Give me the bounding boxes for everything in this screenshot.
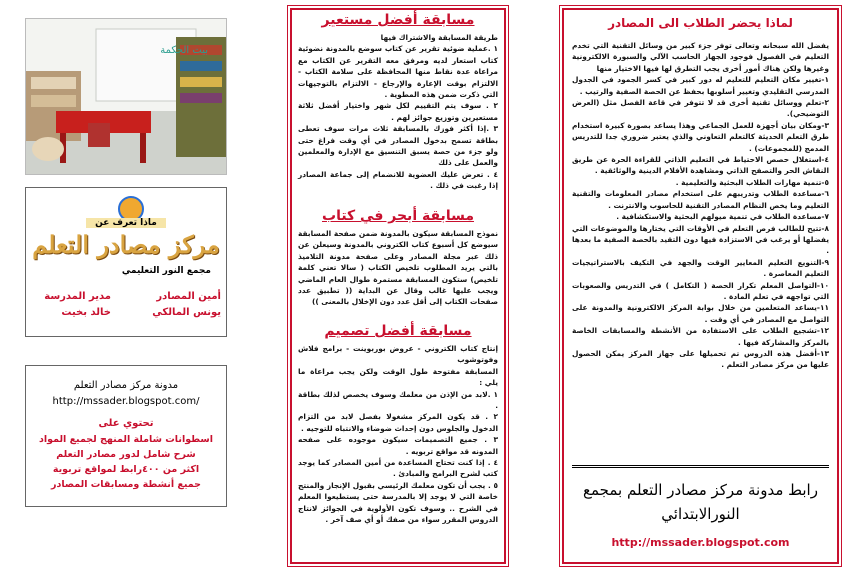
intro-text: ماذا تعرف عن: [86, 218, 166, 228]
s1-para-1: ١ .عملية ضوئية تقرير عن كتاب سوضع بالمدونة نضوئية كتاب استعار لديه ومرفق معه التقرير عن الكتاب مع مراعاة عدة نقاط منها المحافظة على سلامة الكتاب - الالتزام بوقت الإعارة والإرجاع - الالتزام بالتوجيهات التي ذكرت ضمن هذه المطوية .: [298, 44, 498, 100]
s3-para-5: ٤ . إذا كنت تحتاج المساعدة من أمين المصادر كما يوجد كتب لشرح البرامج والمبادئ .: [298, 458, 498, 479]
r-para-7: ٧-مساعدة الطلاب في تنمية ميولهم البحثية والاستكشافية .: [616, 212, 829, 222]
school-director-name: خالد بخيت: [61, 307, 111, 318]
divider: [572, 465, 829, 468]
s1-para-0: طريقة المسابقة والاشتراك فيها: [380, 33, 498, 42]
footer-url[interactable]: http://mssader.blogspot.com: [611, 536, 790, 549]
blog-title: مدونة مركز مصادر التعلم: [73, 380, 179, 391]
center-name-art: مركز مصادر التعلم: [32, 230, 220, 259]
blog-url[interactable]: http://mssader.blogspot.com/: [52, 396, 200, 407]
s3-para-2: ١ .لابد من الإذن من معلمك وسوف يخصص لذلك بطاقة .: [298, 389, 498, 411]
why-students-text: [572, 40, 829, 371]
blog-line-1: اسطوانات شاملة المنهج لجميع المواد: [38, 434, 214, 445]
s3-para-4: ٣ . جميع التصميمات سيكون موجوده على صفحه المدونه قد مواقع تربويه .: [298, 435, 498, 456]
r-para-3: ٣-ومكان بيان أجهزة للعمل الجماعي وهذا يساعد بصورة كبيرة استخدام طرق التعلم الحديثة كالتعلم التعاوني والذي يعتبر ضروري جدا للتدريس المدمج (للمجموعات) .: [572, 120, 829, 153]
resources-manager-name: يونس المالكي: [152, 307, 221, 318]
s1-para-4: ٤ . تعرض عليك العضوية للانضمام إلى جماعة المصادر إذا رغبت في ذلك .: [298, 169, 498, 191]
why-students-column: [562, 8, 839, 564]
best-design-heading: مسابقة أفضل تصميم: [324, 323, 472, 339]
s1-para-2: ٢ . سوف يتم التقييم لكل شهر واختيار أفضل ثلاثة مستعيرين وتوزيع جوائز لهم .: [298, 101, 498, 122]
sign-text: بيت الحكمة: [160, 45, 208, 56]
school-director-label: مدير المدرسة: [44, 291, 111, 302]
r-para-8: ٨-تتيح للطالب فرص التعلم في الأوقات التي يختارها والموضوعات التي يفضلها أو يرغب في الاستزادة فيها دون التقيد بالحصة الصفية ما بعدها .: [572, 223, 829, 256]
blog-info-box: [25, 365, 227, 507]
r-para-1: ١-تغيير مكان التعليم للتعليم له دور كبير في كسر الجمود في الجدول المدرسي التقليدي وتغيير أسلوبها بحفظ عن الحصة الصفية والرتيب .: [572, 75, 829, 96]
best-borrower-heading: مسابقة أفضل مستعير: [321, 12, 475, 28]
r-para-5: ٥-تنمية مهارات الطلاب البحثية والتعليمية .: [675, 177, 829, 187]
complex-name: مجمع النور التعليمي: [121, 266, 211, 276]
center-info-box: [25, 187, 227, 337]
best-design-text: [298, 343, 498, 526]
why-students-heading: لماذا يحضر الطلاب الى المصادر: [608, 16, 793, 30]
s3-para-3: ٢ . قد يكون المركز مشغولا بفصل لابد من التزام الدخول والجلوس دون إحداث ضوضاء والانتباه للتوجيه .: [298, 412, 498, 433]
s3-para-6: ٥ . يجب أن تكون معلمك الرئيسي بقبول الإنجاز والمنتج خاصة التي لا يوجد إلا بالمدرسة حتى يستطيعوا المعلم في الشرح .. وسوف تكون الأولوية في الجوائز لانتاج الدروس المقرر سواء من صفك أو أي صف آخر .: [298, 480, 498, 525]
r-para-11: ١١-يساعد المتعلمين من خلال بوابة المركز الالكترونية والمدونة على التواصل مع المصادر في أي وقت .: [572, 303, 829, 324]
s2-para-0: نموذج المسابقة سيكون بالمدونة ضمن صفحة المسابقة سيوضع كل أسبوع كتاب الكتروني بالمدونة وسيعلن عن ذلك عبر مجلة المصادر وعلى صفحة مدونة التلاميذ بالتي يريد المطلوب تلخيص الكتاب ( سالا تعني كلمة تلخيص) ستكون المسابقة مستمرة طوال العام الماضي ويجب عليها غالب وقال عن البداية (( تطبيق عدد صفحات الكتاب إلى أقل عدد دون الإخلال بالمعنى )): [298, 229, 498, 307]
r-para-9: ٩-التنويع التعليم المعايير الوقت والجهد في التكيف بالاستراتيجيات التعليم المعاصرة .: [572, 257, 829, 279]
r-para-4: ٤-استغلال حصص الاحتياط في التعليم الذاتي للقراءة الحرة عن طريق النقاش الحر والتصفح الذاتي ومشاهدة الأفلام الدينية والوثائقية .: [572, 155, 829, 176]
s3-para-1: المسابقة مفتوحة طول الوقت ولكن يجب مراعاة ما يلي :: [298, 366, 498, 388]
contains-label: تحتوي على: [98, 418, 154, 429]
r-para-6: ٦-مساعدة الطلاب وتدريبهم على استخدام مصادر المعلومات والتقنية التعليم وما يخص النظام المصادر التقنية للحاسوب والانترنت .: [572, 189, 829, 210]
book-sail-heading: مسابقة أبحر في كتاب: [322, 208, 474, 224]
competitions-column: [290, 8, 506, 564]
blog-line-2: شرح شامل لدور مصادر التعلم: [56, 449, 196, 460]
r-para-0: يفضل الله سبحانه وتعالى توفر جزء كبير من وسائل التقنية التي تخدم التعليم في الفصول فوجود الجهاز الحاسب الآلي والسبورة الالكترونية وغيرها ولكن هناك أمور أخرى يجب التطرق لها فيها الاختيار منها: [572, 41, 829, 73]
blog-line-3: اكثر من ٤٠٠رابط لمواقع تربوية: [52, 464, 200, 475]
resources-manager-label: أمين المصادر: [156, 291, 221, 302]
resource-room-photo: [25, 18, 227, 175]
r-para-12: ١٢-تشجيع الطلاب على الاستفادة من الأنشطة والمسابقات الخاصة بالمركز والمشاركة فيها .: [572, 326, 829, 347]
s3-para-0: إنتاج كتاب الكتروني - عروض بوربوينت - برامج فلاش وفوتوشوب: [298, 344, 498, 365]
best-borrower-text: [298, 32, 498, 192]
r-para-2: ٢-تعلم ووسائل تقنية أخرى قد لا تتوفر في قاعة الفصل مثل (العرض التوضيحي).: [572, 98, 829, 119]
r-para-13: ١٣-أفضل هذه الدروس تم تحميلها على جهاز المركز يمكن الحصول عليها من مركز مصادر التعلم .: [572, 348, 829, 370]
s1-para-3: ٣ .إذا أكثر فوزك بالمسابقة ثلاث مرات سوف تعطى بطاقة تسمح بدخول المصادر في أي وقت فراغ حتى ولو جزء من حصة يسبق التنسيق مع الإدارة والمعلمين والعمل على ذلك: [298, 124, 498, 168]
book-sail-text: [298, 228, 498, 308]
blog-line-4: جميع أنشطة ومسابقات المصادر: [50, 479, 201, 490]
room-illustration: [26, 19, 226, 174]
footer-title: رابط مدونة مركز مصادر التعلم بمجمع النورالابتدائي: [583, 481, 818, 523]
r-para-10: ١٠-التواصل المعلم تكرار الحصة ( التكامل ) في التدريس والصعوبات التي تواجهه في تعلم المادة .: [572, 280, 829, 301]
